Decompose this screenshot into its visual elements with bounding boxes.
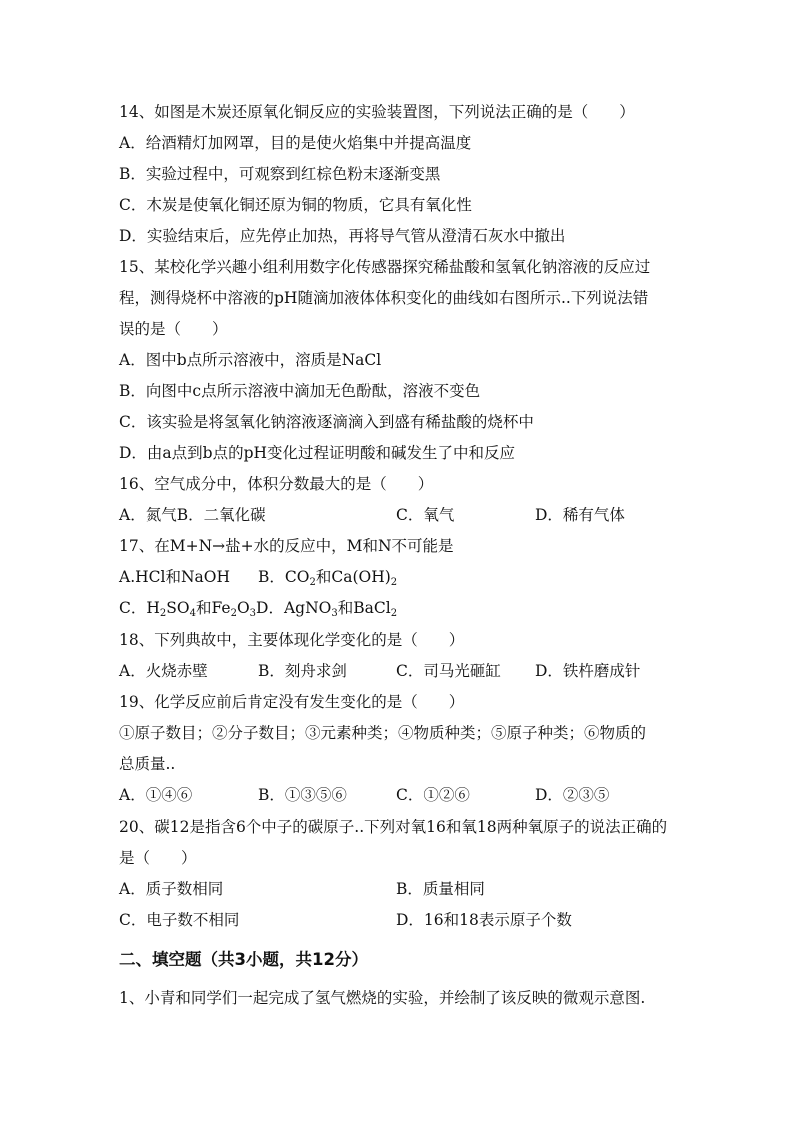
q15-stem-line1: 15、某校化学兴趣小组利用数字化传感器探究稀盐酸和氢氧化钠溶液的反应过 (119, 258, 651, 276)
q15-stem-line2: 程，测得烧杯中溶液的pH随滴加液体体积变化的曲线如右图所示..下列说法错 (119, 289, 649, 307)
q17-option-c: C．$H_2SO_4$和$Fe_2O_3$ (119, 599, 257, 619)
section-title: 二、填空题（共3小题，共12分） (119, 950, 368, 969)
q20-option-b: B．质量相同 (396, 880, 485, 898)
q14-option-d: D．实验结束后，应先停止加热，再将导气管从澄清石灰水中撤出 (119, 227, 566, 245)
q14-stem: 14、如图是木炭还原氧化铜反应的实验装置图，下列说法正确的是（ ） (119, 103, 635, 121)
q19-option-a: A．①④⑥ (119, 786, 193, 804)
q19-option-c: C．①②⑥ (396, 786, 470, 804)
q16-option-d: D．稀有气体 (535, 506, 625, 524)
q20-option-d: D．16和18表示原子个数 (396, 911, 572, 929)
q14-option-b: B．实验过程中，可观察到红棕色粉末逐渐变黑 (119, 165, 441, 183)
q16-option-c: C．氧气 (396, 506, 455, 524)
q15-option-c: C．该实验是将氢氧化钠溶液逐滴滴入到盛有稀盐酸的烧杯中 (119, 413, 534, 431)
q15-option-b: B．向图中c点所示溶液中滴加无色酚酞，溶液不变色 (119, 382, 481, 400)
q18-stem: 18、下列典故中，主要体现化学变化的是（ ） (119, 631, 465, 649)
q17-options-cd (119, 598, 397, 618)
q20-option-c: C．电子数不相同 (119, 911, 240, 929)
q17-option-b: B．$CO_2$和$Ca(OH)_2$ (258, 568, 398, 588)
q15-option-a: A．图中b点所示溶液中，溶质是NaCl (119, 351, 382, 369)
q17-stem: 17、在M+N→盐+水的反应中，M和N不可能是 (119, 537, 454, 555)
q20-stem-line1: 20、碳12是指含6个中子的碳原子..下列对氧16和氧18两种氧原子的说法正确的 (119, 818, 668, 836)
q18-option-a: A．火烧赤壁 (119, 662, 208, 680)
q16-option-ab: A．氮气B．二氧化碳 (119, 506, 266, 524)
q19-stem: 19、化学反应前后肯定没有发生变化的是（ ） (119, 693, 465, 711)
q19-option-b: B．①③⑤⑥ (258, 786, 347, 804)
q14-option-c: C．木炭是使氧化铜还原为铜的物质，它具有氧化性 (119, 196, 472, 214)
q15-option-d: D．由a点到b点的pH变化过程证明酸和碱发生了中和反应 (119, 444, 516, 462)
q14-option-a: A．给酒精灯加网罩，目的是使火焰集中并提高温度 (119, 134, 472, 152)
fill-q1-stem: 1、小青和同学们一起完成了氢气燃烧的实验，并绘制了该反映的微观示意图. (119, 989, 646, 1007)
q17-option-a: A.HCl和NaOH (119, 568, 230, 586)
q15-stem-line3: 误的是（ ） (119, 320, 228, 338)
q20-stem-line2: 是（ ） (119, 849, 197, 867)
q16-stem: 16、空气成分中，体积分数最大的是（ ） (119, 475, 434, 493)
q19-list-line2: 总质量.. (119, 755, 176, 773)
q18-option-d: D．铁杵磨成针 (535, 662, 641, 680)
q17-option-d: D．AgNO$_3$和BaCl$_2$ (256, 599, 398, 619)
q18-option-c: C．司马光砸缸 (396, 662, 501, 680)
q18-option-b: B．刻舟求剑 (258, 662, 347, 680)
q19-option-d: D．②③⑤ (535, 786, 610, 804)
q20-option-a: A．质子数相同 (119, 880, 224, 898)
q19-list-line1: ①原子数目；②分子数目；③元素种类；④物质种类；⑤原子种类；⑥物质的 (119, 724, 647, 742)
